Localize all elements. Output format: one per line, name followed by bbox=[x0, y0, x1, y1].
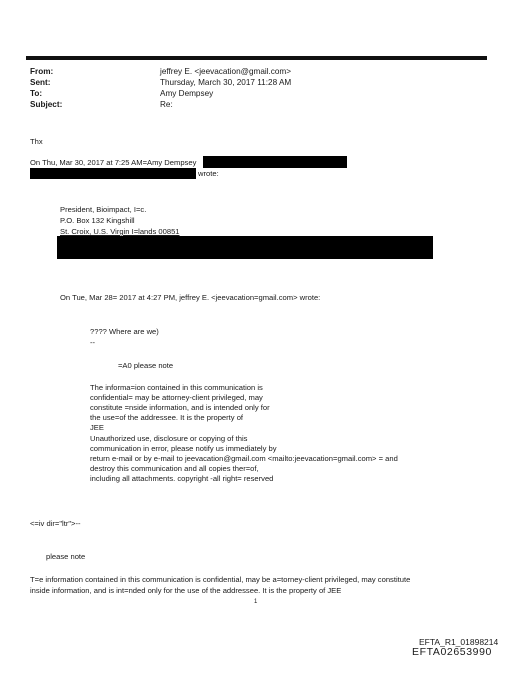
reply-text: Thx bbox=[30, 137, 43, 146]
disclaimer-line: return e-mail or by e-mail to jeevacation@gmail.com <mailto:jeevacation=gmail.com> = and bbox=[90, 454, 398, 463]
quote2-line: On Tue, Mar 28= 2017 at 4:27 PM, jeffrey E. <jeevacation=gmail.com> wrote: bbox=[60, 293, 321, 302]
from-value: jeffrey E. <jeevacation@gmail.com> bbox=[160, 67, 292, 76]
disclaimer-line: The informa=ion contained in this communication is bbox=[90, 383, 263, 392]
signature-line: St. Croix, U.S. Virgin I=lands 00851 bbox=[60, 227, 180, 236]
disclaimer-line: the use=of the addressee. It is the property of bbox=[90, 413, 244, 422]
page-number: 1 bbox=[254, 599, 258, 605]
redaction-block bbox=[203, 156, 347, 168]
bottom-line: T=e information contained in this communication is confidential, may be a=torney-client privileged, may constitute bbox=[30, 575, 411, 584]
disclaimer-line: including all attachments. copyright -all right= reserved bbox=[90, 474, 274, 483]
footer-ref-2: EFTA02653990 bbox=[412, 646, 492, 658]
please-note: please note bbox=[46, 552, 86, 561]
signature-line: President, Bioimpact, I=c. bbox=[60, 205, 147, 214]
sent-value: Thursday, March 30, 2017 11:28 AM bbox=[160, 78, 292, 87]
subject-value: Re: bbox=[160, 100, 173, 109]
redaction-block bbox=[57, 236, 433, 259]
sent-label: Sent: bbox=[30, 78, 51, 87]
disclaimer-line: destroy this communication and all copies ther=of, bbox=[90, 464, 259, 473]
quote1-wrote: wrote: bbox=[198, 169, 219, 178]
to-value: Amy Dempsey bbox=[160, 89, 214, 98]
quote1-line: On Thu, Mar 30, 2017 at 7:25 AM=Amy Dempsey bbox=[30, 158, 197, 167]
footer-ref-1: EFTA_R1_01898214 bbox=[419, 637, 499, 647]
subject-label: Subject: bbox=[30, 100, 63, 109]
bottom-line: inside information, and is int=nded only for the use of the addressee. It is the property of JEE bbox=[30, 586, 342, 595]
to-label: To: bbox=[30, 89, 43, 98]
header-rule bbox=[26, 56, 487, 60]
disclaimer-line: Unauthorized use, disclosure or copying of this bbox=[90, 434, 248, 443]
disclaimer-line: JEE bbox=[90, 423, 104, 432]
disclaimer-line: constitute =nside information, and is intended only for bbox=[90, 403, 270, 412]
signature-line: P.O. Box 132 Kingshill bbox=[60, 216, 135, 225]
from-label: From: bbox=[30, 67, 54, 76]
disclaimer-line: communication in error, please notify us immediately by bbox=[90, 444, 277, 453]
quoted-dash: -- bbox=[90, 338, 96, 347]
quoted-text: ???? Where are we) bbox=[90, 327, 159, 336]
disclaimer-line: confidential= may be attorney-client privileged, may bbox=[90, 393, 263, 402]
email-header bbox=[30, 66, 470, 116]
redaction-block bbox=[30, 168, 196, 179]
div-tag-text: <=iv dir="ltr">-- bbox=[30, 519, 81, 528]
quoted-note: =A0 please note bbox=[118, 361, 174, 370]
